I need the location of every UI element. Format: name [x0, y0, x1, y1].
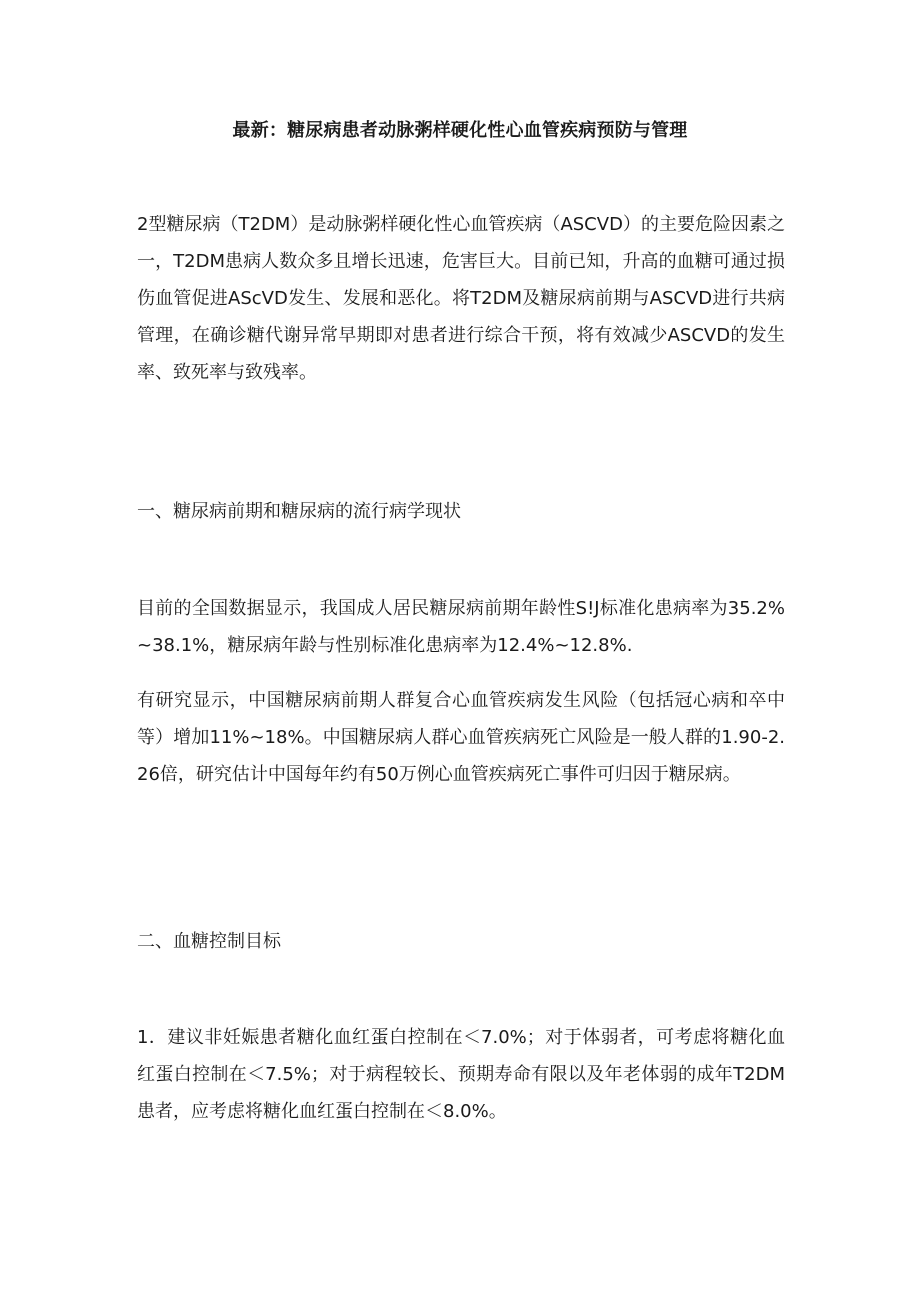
section-2-item-1: 1．建议非妊娠患者糖化血红蛋白控制在＜7.0%；对于体弱者，可考虑将糖化血红蛋白控制在＜7.5%；对于病程较长、预期寿命有限以及年老体弱的成年T2DM患者，应考虑将糖化血红蛋白控制在＜8.0%。 [137, 1027, 785, 1122]
section-1-paragraph-2: 有研究显示，中国糖尿病前期人群复合心血管疾病发生风险（包括冠心病和卒中等）增加11%~18%。中国糖尿病人群心血管疾病死亡风险是一般人群的1.90-2.26倍，研究估计中国每年约有50万例心血管疾病死亡事件可归因于糖尿病。 [137, 690, 785, 785]
section-1-heading: 一、糖尿病前期和糖尿病的流行病学现状 [137, 501, 461, 522]
section-1-paragraph-1: 目前的全国数据显示，我国成人居民糖尿病前期年龄性S!J标准化患病率为35.2%~38.1%，糖尿病年龄与性别标准化患病率为12.4%~12.8%. [137, 598, 785, 656]
intro-paragraph: 2型糖尿病（T2DM）是动脉粥样硬化性心血管疾病（ASCVD）的主要危险因素之一，T2DM患病人数众多且增长迅速，危害巨大。目前已知，升高的血糖可通过损伤血管促进AScVD发生、发展和恶化。将T2DM及糖尿病前期与ASCVD进行共病管理，在确诊糖代谢异常早期即对患者进行综合干预，将有效减少ASCVD的发生率、致死率与致残率。 [137, 214, 785, 383]
section-2-heading: 二、血糖控制目标 [137, 931, 281, 952]
document-title: 最新：糖尿病患者动脉粥样硬化性心血管疾病预防与管理 [232, 120, 688, 141]
